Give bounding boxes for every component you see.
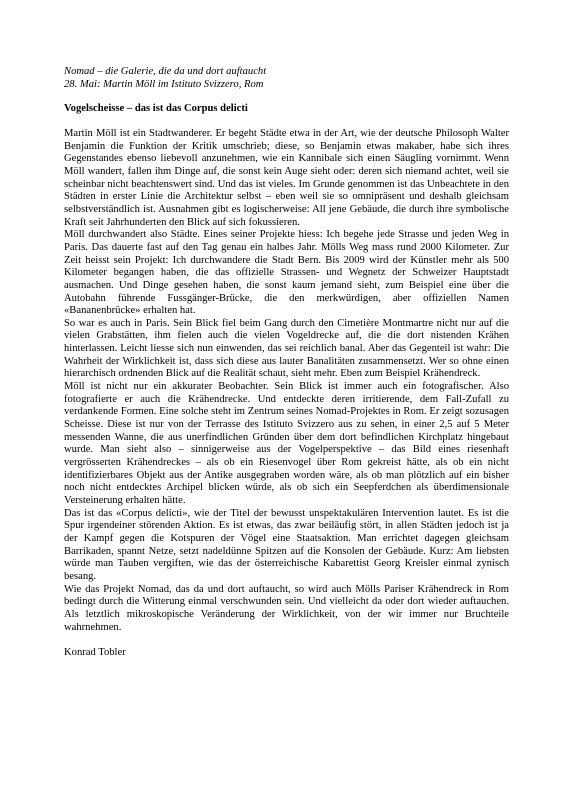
article-page — [64, 66, 509, 670]
author-name: Konrad Tobler — [64, 647, 126, 659]
paragraph: Möll durchwandert also Städte. Eines seiner Projekte hiess: Ich begehe jede Strasse und jeden Weg in Paris. Das dauerte fast auf den Tag genau ein halbes Jahr. Mölls Weg mass rund 2000 Kilometer. Zur Zeit heisst sein Projekt: Ich durchwandere die Stadt Bern. Bis 2009 wird der Künstler mehr als 500 Kilometer begangen haben, die das offizielle Strassen- und Wegnetz der Schweizer Hauptstadt ausmachen. Und Dinge gesehen haben, die sonst kaum jemand sieht, zum Beispiel eine über die Autobahn führende Fussgänger-Brücke, die den merkwürdigen, aber offiziellen Namen «Bananenbrücke» erhalten hat. — [64, 229, 509, 317]
paragraph: Das ist das «Corpus delicti», wie der Titel der bewusst unspektakulären Intervention lautet. Es ist die Spur irgendeiner störenden Aktion. Es ist etwas, das zwar beiläufig stört, in allen Städten jedoch ist ja der Kampf gegen die Kotspuren der Vögel eine Staatsaktion. Man errichtet dagegen gleichsam Barrikaden, spannt Netze, setzt nadeldünne Spitzen auf die Konsolen der Gebäude. Kurz: Am liebsten würde man Tauben vergiften, wie das der österreichische Kabarettist Georg Kreisler einmal zynisch besang. — [64, 507, 509, 582]
event-date-line: 28. Mai: Martin Möll im Istituto Svizzero, Rom — [64, 78, 264, 90]
paragraph: Martin Möll ist ein Stadtwanderer. Er begeht Städte etwa in der Art, wie der deutsche Philosoph Walter Benjamin die Funktion der Kritik umschrieb; diese, so Benjamin etwas makaber, habe sich ihres Gegenstandes ebenso liebevoll anzunehmen, wie ein Kannibale sich einen Säugling vornimmt. Wenn Möll wandert, fallen ihm Dinge auf, die sonst kein Auge sieht oder: deren sich niemand achtet, weil sie scheinbar nicht beachtenswert sind. Und das ist vieles. Im Grunde genommen ist das Unbeachtete in den Städten in erster Linie die Architektur selbst – eben weil sie so omnipräsent und deshalb gleichsam selbstverständlich ist. Ausnahmen gibt es logischerweise: All jene Gebäude, die durch ihre symbolische Kraft seit Jahrhunderten den Blick auf sich fokussieren. — [64, 127, 509, 228]
paragraph: Möll ist nicht nur ein akkurater Beobachter. Sein Blick ist immer auch ein fotografischer. Also fotografierte er auch die Krähendrecke. Und entdeckte deren irritierende, dem Fall-Zufall zu verdankende Formen. Eine solche steht im Zentrum seines Nomad-Projektes in Rom. Er zeigt sozusagen Scheisse. Diese ist nur von der Terrasse des Istituto Svizzero aus zu sehen, in einer 2,5 auf 5 Meter messenden Wanne, die aus unerfindlichen Gründen über dem dort befindlichen Kirchplatz hingebaut wurde. Man sieht also – sinnigerweise aus der Vogelperspektive – das Bild eines riesenhaft vergrösserten Krähendreckes – als ob ein Riesenvogel über Rom gekreist hätte, als ob ein nicht identifizierbares Objekt aus der Antike ausgegraben worden wäre, als ob man plötzlich auf ein bisher noch nicht entdecktes Archipel blicken würde, als ob sich ein Seepferdchen als überdimensionale Versteinerung erhalten hätte. — [64, 381, 509, 506]
series-title: Nomad – die Galerie, die da und dort auftaucht — [64, 66, 267, 77]
article-headline: Vogelscheisse – das ist das Corpus delicti — [64, 103, 248, 115]
paragraph: Wie das Projekt Nomad, das da und dort auftaucht, so wird auch Mölls Pariser Krähendreck in Rom bedingt durch die Witterung einmal verschwunden sein. Und vielleicht da oder dort wieder auftauchen. Als letztlich mikroskopische Veränderung der Wirklichkeit, von der wir immer nur Bruchteile wahrnehmen. — [64, 583, 509, 633]
article-body — [64, 128, 509, 634]
paragraph: So war es auch in Paris. Sein Blick fiel beim Gang durch den Cimetière Montmartre nicht nur auf die vielen Grabstätten, ihm fielen auch die vielen Vogeldrecke auf, die die dort nistenden Krähen hinterlassen. Leicht liesse sich nun einwenden, das sei reichlich banal. Aber das Gegenteil ist wahr: Die Wahrheit der Wirklichkeit ist, dass sich diese aus lauter Banalitäten zusammensetzt. Wer so ohne einen hierarchisch ordnenden Blick auf die Realität schaut, sieht mehr. Eben zum Beispiel Krähendreck. — [64, 317, 509, 380]
